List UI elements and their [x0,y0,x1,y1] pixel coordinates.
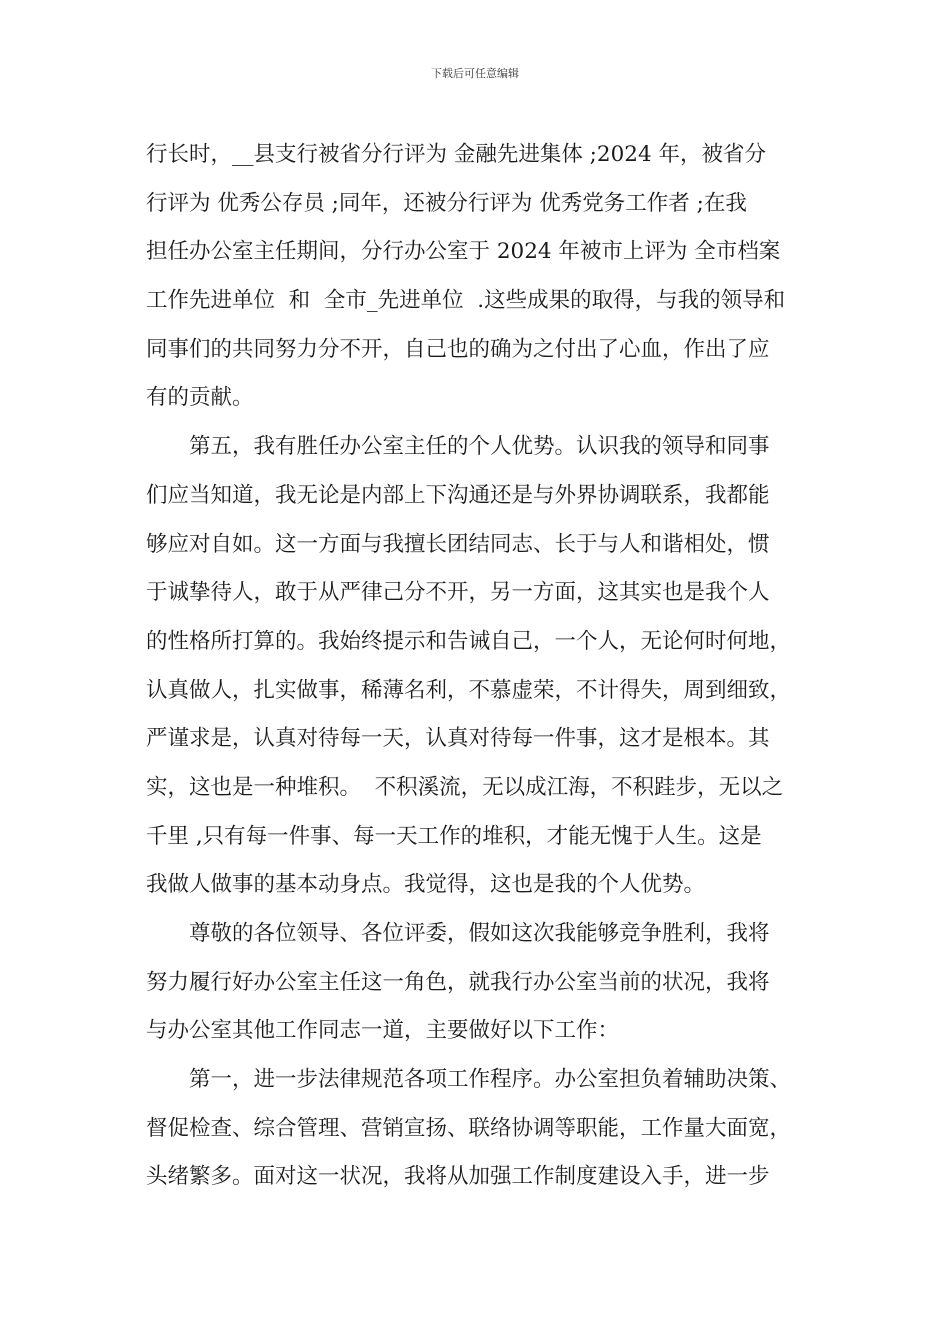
text-line: 们应当知道，我无论是内部上下沟通还是与外界协调联系，我都能 [146,482,770,508]
page-header: 下载后可任意编辑 [431,67,519,80]
document-body [146,131,816,1202]
text-line: 努力履行好办公室主任这一角色，就我行办公室当前的状况，我将 [146,969,770,995]
paragraph-3 [146,910,816,1056]
text-line: 的性格所打算的。我始终提示和告诫自己，一个人，无论何时何地， [146,628,792,654]
paragraph-4 [146,1056,816,1202]
text-line: 认真做人，扎实做事，稀薄名利，不慕虚荣，不计得失，周到细致， [146,677,792,703]
text-line: 第五，我有胜任办公室主任的个人优势。认识我的领导和同事 [189,434,770,460]
text-line: 严谨求是，认真对待每一天，认真对待每一件事，这才是根本。其 [146,726,770,752]
paragraph-2 [146,423,816,910]
text-line: 行长时，__县支行被省分行评为 金融先进集体 ;2024 年，被省分 [146,142,766,167]
text-line: 第一，进一步法律规范各项工作程序。办公室担负着辅助决策、 [189,1067,792,1093]
text-line: 实，这也是一种堆积。 不积溪流，无以成江海，不积跬步，无以之 [146,774,784,800]
text-line: 尊敬的各位领导、各位评委，假如这次我能够竞争胜利，我将 [189,921,770,946]
text-line: 同事们的共同努力分不开，自己也的确为之付出了心血，作出了应 [146,336,770,362]
text-line: 有的贡献。 [146,385,254,411]
text-line: 头绪繁多。面对这一状况，我将从加强工作制度建设入手，进一步 [146,1164,770,1190]
text-line: 千里 ,只有每一件事、每一天工作的堆积，才能无愧于人生。这是 [146,823,762,849]
text-line: 行评为 优秀公存员 ;同年，还被分行评为 优秀党务工作者 ;在我 [146,190,747,216]
text-line: 督促检查、综合管理、营销宣扬、联络协调等职能，工作量大面宽， [146,1115,792,1141]
text-line: 我做人做事的基本动身点。我觉得，这也是我的个人优势。 [146,872,706,898]
text-line: 于诚挚待人，敢于从严律己分不开，另一方面，这其实也是我个人 [146,580,770,606]
text-line: 与办公室其他工作同志一道，主要做好以下工作： [146,1018,620,1044]
text-line: 够应对自如。这一方面与我擅长团结同志、长于与人和谐相处，惯 [146,531,770,557]
text-line: 工作先进单位 和 全市_先进单位 .这些成果的取得，与我的领导和 [146,288,786,314]
paragraph-1 [146,131,816,423]
text-line: 担任办公室主任期间，分行办公室于 2024 年被市上评为 全市档案 [146,239,781,265]
